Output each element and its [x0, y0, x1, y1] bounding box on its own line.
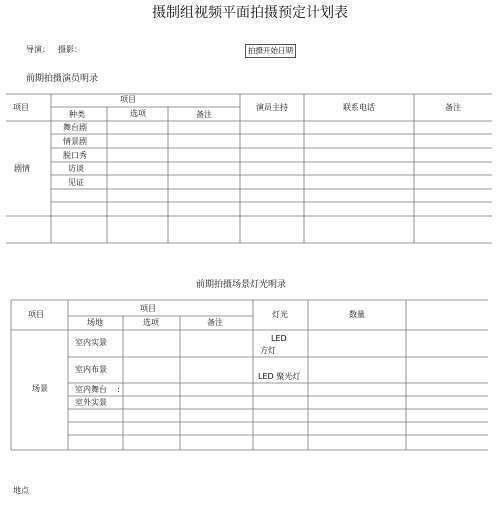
t2-header-note: 备注	[207, 318, 223, 327]
t2-light-item: LED 聚光灯	[258, 372, 301, 381]
t2-header-project: 项目	[28, 310, 44, 319]
t1-type-item: 见证	[68, 178, 84, 187]
t2-header-site: 场地	[87, 318, 103, 327]
t2-stage-mark: :	[117, 385, 120, 394]
t1-type-item: 访谈	[68, 164, 84, 173]
t1-header-group: 项目	[120, 95, 136, 104]
t2-light-item: 方灯	[260, 346, 276, 355]
camera-label: 摄影：	[58, 45, 82, 54]
t1-type-item: 舞台剧	[63, 123, 87, 132]
start-date-field[interactable]: 拍摄开始日期	[245, 44, 296, 58]
t2-header-option: 选项	[143, 318, 159, 327]
t2-light-item: LED	[271, 334, 287, 343]
section1-heading: 前期拍摄演员明录	[26, 74, 99, 84]
t1-header-host: 演员主持	[256, 103, 288, 112]
t1-header-phone: 联系电话	[343, 103, 375, 112]
t2-header-group: 项目	[140, 304, 156, 313]
t1-header-note2: 备注	[445, 103, 461, 112]
t1-row-group: 剧情	[14, 164, 30, 173]
t2-header-qty: 数量	[349, 310, 365, 319]
t2-site-item: 室内舞台	[75, 385, 107, 394]
director-label: 导演：	[26, 45, 50, 54]
t1-header-option: 选项	[130, 109, 146, 118]
t1-type-item: 脱口秀	[63, 151, 87, 160]
t1-header-type: 种类	[69, 110, 85, 119]
t2-site-item: 室内实景	[75, 338, 107, 347]
page-title: 摄制组视频平面拍摄预定计划表	[152, 5, 348, 21]
location-label: 地点	[13, 486, 29, 495]
t1-header-note: 备注	[196, 110, 212, 119]
t2-site-item: 室内布景	[75, 365, 107, 374]
t2-header-light: 灯光	[272, 310, 288, 319]
t1-header-project: 项目	[13, 103, 29, 112]
t2-row-group: 场景	[32, 384, 48, 393]
t1-type-item: 情景剧	[63, 137, 87, 146]
section2-heading: 前期拍摄场景灯光明录	[196, 280, 287, 290]
t2-site-item: 室外实景	[75, 398, 107, 407]
